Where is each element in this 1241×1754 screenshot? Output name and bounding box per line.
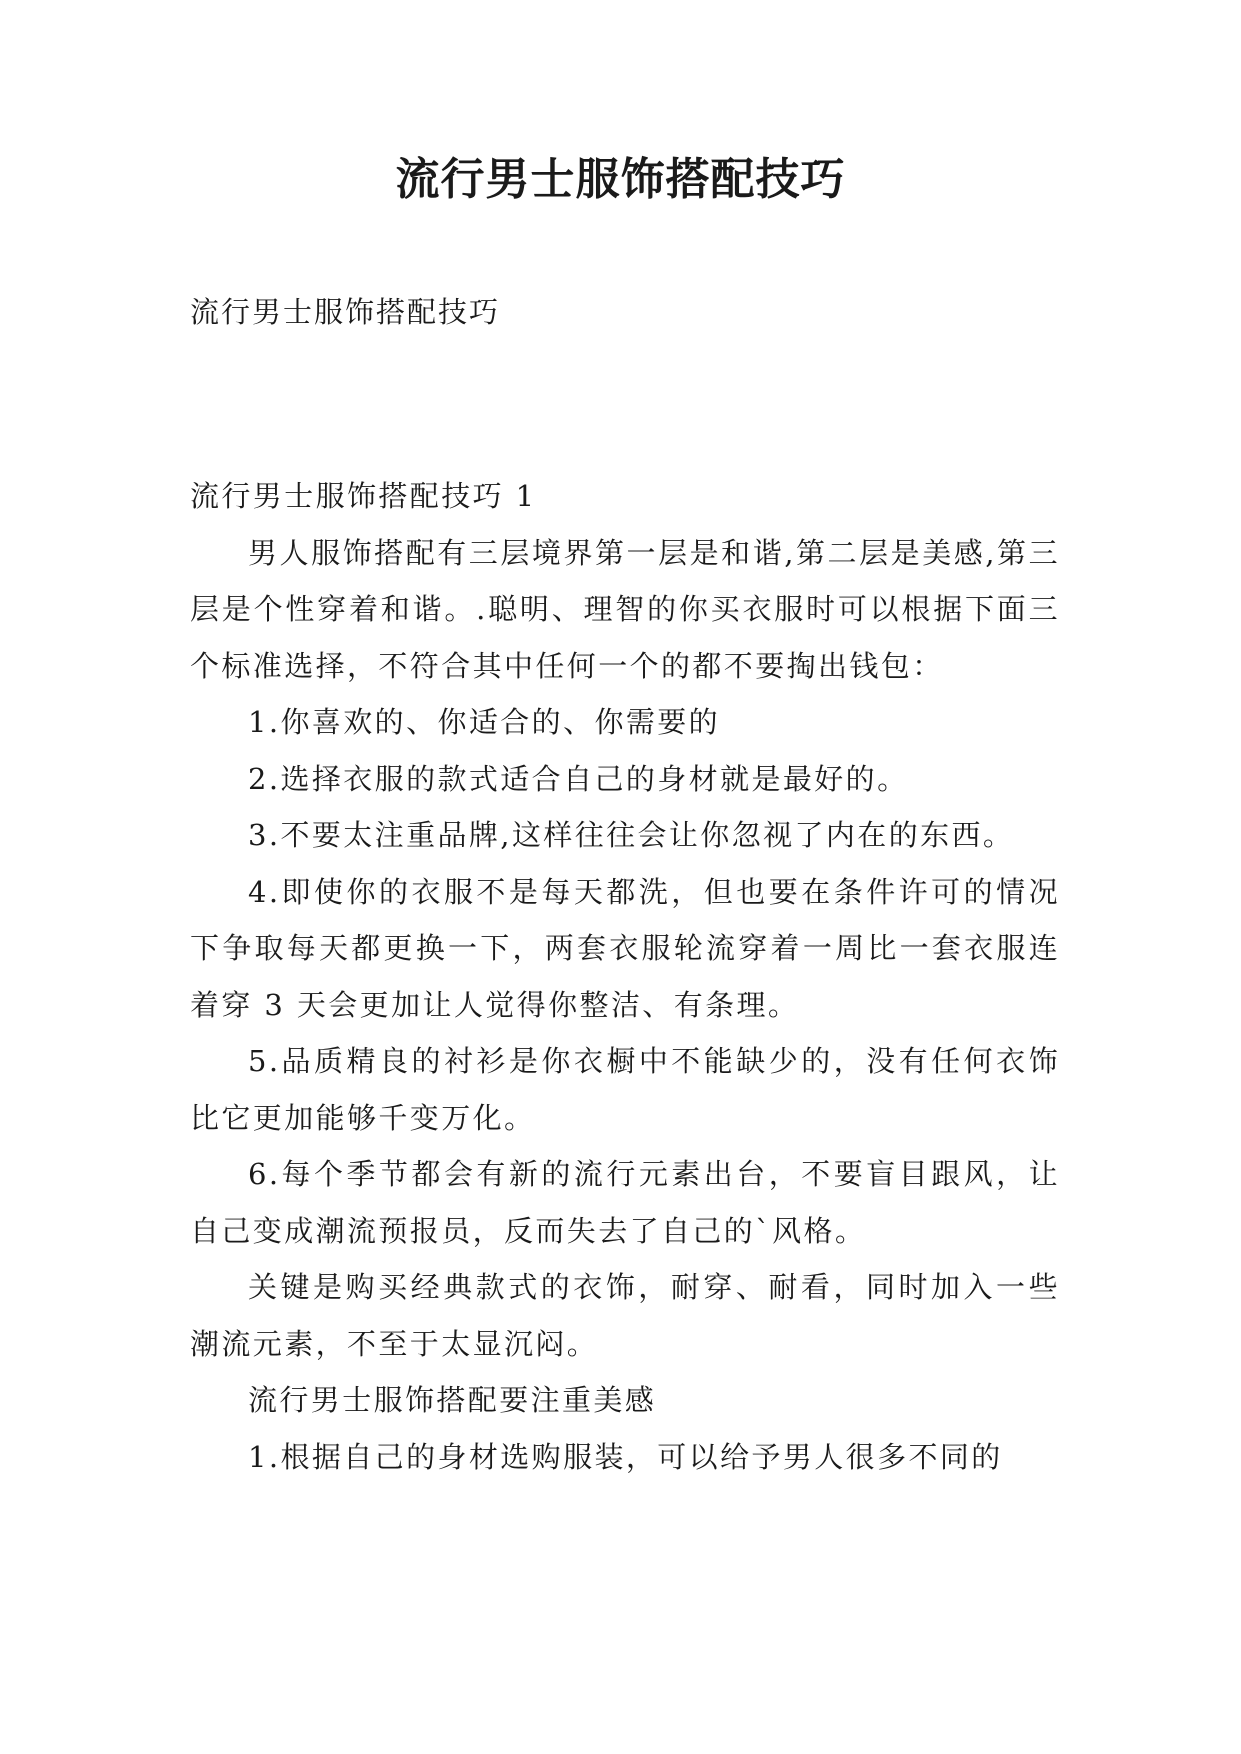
list-item: 3.不要太注重品牌,这样往往会让你忽视了内在的东西。 (248, 818, 1015, 852)
document-title: 流行男士服饰搭配技巧 (395, 154, 846, 205)
list-item: 1.你喜欢的、你适合的、你需要的 (248, 705, 721, 739)
document-subtitle: 流行男士服饰搭配技巧 (190, 295, 501, 329)
paragraph: 男人服饰搭配有三层境界第一层是和谐,第二层是美感,第三层是个性穿着和谐。.聪明、理智的你买衣服时可以根据下面三个标准选择，不符合其中任何一个的都不要掏出钱包： (190, 535, 1060, 683)
paragraph: 关键是购买经典款式的衣饰，耐穿、耐看，同时加入一些潮流元素，不至于太显沉闷。 (190, 1270, 1060, 1361)
list-item: 6.每个季节都会有新的流行元素出台，不要盲目跟风，让自己变成潮流预报员，反而失去了自己的`风格。 (190, 1157, 1060, 1248)
list-item: 2.选择衣服的款式适合自己的身材就是最好的。 (248, 761, 909, 796)
list-item: 1.根据自己的身材选购服装，可以给予男人很多不同的 (248, 1439, 1003, 1474)
document-body (190, 468, 1060, 1485)
section-heading: 流行男士服饰搭配技巧 1 (190, 479, 537, 513)
paragraph-heading: 流行男士服饰搭配要注重美感 (248, 1383, 657, 1417)
list-item: 5.品质精良的衬衫是你衣橱中不能缺少的，没有任何衣饰比它更加能够千变万化。 (190, 1044, 1060, 1135)
list-item: 4.即使你的衣服不是每天都洗，但也要在条件许可的情况下争取每天都更换一下，两套衣服轮流穿着一周比一套衣服连着穿 3 天会更加让人觉得你整洁、有条理。 (190, 874, 1060, 1022)
